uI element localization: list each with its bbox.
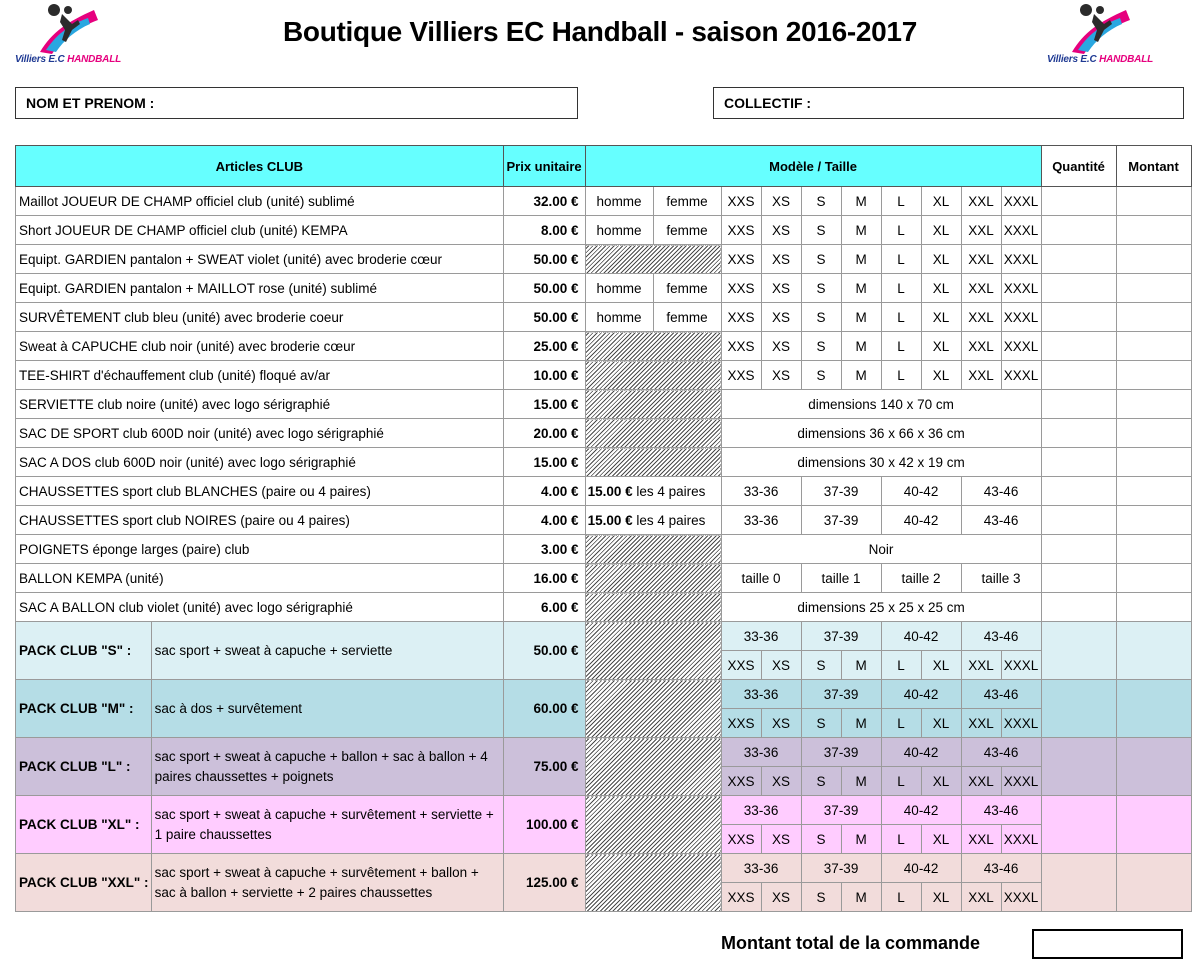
- size-option[interactable]: XS: [761, 767, 801, 796]
- size-option[interactable]: XXL: [961, 883, 1001, 912]
- table-row: [16, 564, 1192, 593]
- size-option[interactable]: M: [841, 303, 881, 332]
- logo-text-handball: HANDBALL: [67, 54, 122, 65]
- amount-cell: [1116, 303, 1191, 332]
- size-option[interactable]: XXS: [721, 825, 761, 854]
- size-option[interactable]: XXXL: [1001, 361, 1041, 390]
- header-amount: Montant: [1116, 146, 1191, 187]
- hatched-cell: [585, 245, 721, 274]
- size-option[interactable]: S: [801, 187, 841, 216]
- article-price: 8.00 €: [503, 216, 585, 245]
- hatched-cell: [585, 622, 721, 680]
- pack-price: 100.00 €: [503, 796, 585, 854]
- size-option[interactable]: L: [881, 361, 921, 390]
- sock-size-option[interactable]: 43-46: [961, 477, 1041, 506]
- size-option[interactable]: XL: [921, 274, 961, 303]
- header-articles: Articles CLUB: [16, 146, 504, 187]
- size-option[interactable]: L: [881, 825, 921, 854]
- size-option[interactable]: XXL: [961, 274, 1001, 303]
- sock-size-option[interactable]: 33-36: [721, 477, 801, 506]
- name-field[interactable]: [15, 87, 578, 119]
- size-option[interactable]: XS: [761, 245, 801, 274]
- article-name: SAC A DOS club 600D noir (unité) avec logo sérigraphié: [16, 448, 504, 477]
- quantity-cell[interactable]: [1041, 187, 1116, 216]
- pack-row: [16, 680, 1192, 709]
- quantity-cell[interactable]: [1041, 593, 1116, 622]
- size-option[interactable]: XXXL: [1001, 187, 1041, 216]
- size-option[interactable]: XXL: [961, 361, 1001, 390]
- pack-row: [16, 854, 1192, 883]
- size-option[interactable]: L: [881, 216, 921, 245]
- size-option[interactable]: XL: [921, 216, 961, 245]
- sock-size-option[interactable]: 40-42: [881, 506, 961, 535]
- sock-size-option[interactable]: 37-39: [801, 854, 881, 883]
- sock-size-option[interactable]: 43-46: [961, 680, 1041, 709]
- size-option[interactable]: XXXL: [1001, 883, 1041, 912]
- amount-cell: [1116, 390, 1191, 419]
- gender-option[interactable]: femme: [653, 187, 721, 216]
- size-option[interactable]: XL: [921, 245, 961, 274]
- sock-size-option[interactable]: 40-42: [881, 622, 961, 651]
- pack-row: [16, 738, 1192, 767]
- amount-cell: [1116, 274, 1191, 303]
- hatched-cell: [585, 680, 721, 738]
- gender-option[interactable]: homme: [585, 303, 653, 332]
- article-price: 4.00 €: [503, 506, 585, 535]
- pack-price: 75.00 €: [503, 738, 585, 796]
- gender-option[interactable]: homme: [585, 216, 653, 245]
- size-option[interactable]: M: [841, 361, 881, 390]
- gender-option[interactable]: femme: [653, 274, 721, 303]
- name-label: NOM ET PRENOM :: [26, 95, 155, 111]
- hatched-cell: [585, 564, 721, 593]
- amount-cell: [1116, 419, 1191, 448]
- hatched-cell: [585, 738, 721, 796]
- article-price: 3.00 €: [503, 535, 585, 564]
- sock-size-option[interactable]: 33-36: [721, 854, 801, 883]
- sock-size-option[interactable]: 40-42: [881, 738, 961, 767]
- size-option[interactable]: XXS: [721, 361, 761, 390]
- size-option[interactable]: L: [881, 767, 921, 796]
- size-option[interactable]: S: [801, 361, 841, 390]
- pack-name: PACK CLUB "XXL" :: [16, 854, 152, 912]
- size-option[interactable]: S: [801, 245, 841, 274]
- sock-size-option[interactable]: 37-39: [801, 477, 881, 506]
- size-option[interactable]: XS: [761, 216, 801, 245]
- ball-size-option[interactable]: taille 1: [801, 564, 881, 593]
- article-name: CHAUSSETTES sport club BLANCHES (paire ou 4 paires): [16, 477, 504, 506]
- quantity-cell[interactable]: [1041, 303, 1116, 332]
- article-price: 15.00 €: [503, 448, 585, 477]
- amount-cell: [1116, 535, 1191, 564]
- article-name: BALLON KEMPA (unité): [16, 564, 504, 593]
- table-row: [16, 274, 1192, 303]
- size-option[interactable]: XXXL: [1001, 651, 1041, 680]
- size-option[interactable]: XS: [761, 274, 801, 303]
- article-name: Maillot JOUEUR DE CHAMP officiel club (unité) sublimé: [16, 187, 504, 216]
- size-option[interactable]: XXXL: [1001, 332, 1041, 361]
- hatched-cell: [585, 796, 721, 854]
- amount-cell: [1116, 796, 1191, 854]
- handball-player-icon: [32, 2, 102, 54]
- table-header-row: [16, 146, 1192, 187]
- hatched-cell: [585, 390, 721, 419]
- amount-cell: [1116, 245, 1191, 274]
- hatched-cell: [585, 535, 721, 564]
- quantity-cell[interactable]: [1041, 448, 1116, 477]
- pack-content: sac sport + sweat à capuche + survêtement + serviette + 1 paire chaussettes: [151, 796, 503, 854]
- sock-size-option[interactable]: 33-36: [721, 680, 801, 709]
- table-row: [16, 390, 1192, 419]
- size-option[interactable]: XXXL: [1001, 709, 1041, 738]
- size-option[interactable]: XL: [921, 303, 961, 332]
- pack-price-cell: [585, 477, 721, 506]
- size-option[interactable]: XS: [761, 883, 801, 912]
- total-label: Montant total de la commande: [721, 933, 981, 953]
- amount-cell: [1116, 361, 1191, 390]
- amount-cell: [1116, 738, 1191, 796]
- size-option[interactable]: XXS: [721, 883, 761, 912]
- article-price: 32.00 €: [503, 187, 585, 216]
- size-option[interactable]: XS: [761, 303, 801, 332]
- pack-name: PACK CLUB "XL" :: [16, 796, 152, 854]
- sock-size-option[interactable]: 33-36: [721, 738, 801, 767]
- pack-price: 15.00 €: [587, 483, 633, 499]
- article-name: SAC DE SPORT club 600D noir (unité) avec logo sérigraphié: [16, 419, 504, 448]
- header-quantity: Quantité: [1041, 146, 1116, 187]
- article-name: Sweat à CAPUCHE club noir (unité) avec broderie cœur: [16, 332, 504, 361]
- hatched-cell: [585, 448, 721, 477]
- size-option[interactable]: L: [881, 709, 921, 738]
- amount-cell: [1116, 477, 1191, 506]
- size-option[interactable]: XXXL: [1001, 825, 1041, 854]
- size-option[interactable]: L: [881, 651, 921, 680]
- amount-cell: [1116, 593, 1191, 622]
- article-name: Short JOUEUR DE CHAMP officiel club (unité) KEMPA: [16, 216, 504, 245]
- article-model: dimensions 25 x 25 x 25 cm: [721, 593, 1041, 622]
- size-option[interactable]: M: [841, 883, 881, 912]
- quantity-cell[interactable]: [1041, 738, 1116, 796]
- pack-name: PACK CLUB "M" :: [16, 680, 152, 738]
- size-option[interactable]: XXL: [961, 651, 1001, 680]
- amount-cell: [1116, 680, 1191, 738]
- amount-cell: [1116, 216, 1191, 245]
- pack-price-text: les 4 paires: [636, 512, 706, 528]
- hatched-cell: [585, 361, 721, 390]
- size-option[interactable]: XXS: [721, 216, 761, 245]
- quantity-cell[interactable]: [1041, 622, 1116, 680]
- size-option[interactable]: S: [801, 825, 841, 854]
- size-option[interactable]: L: [881, 187, 921, 216]
- header-model: Modèle / Taille: [585, 146, 1041, 187]
- size-option[interactable]: XS: [761, 651, 801, 680]
- pack-content: sac à dos + survêtement: [151, 680, 503, 738]
- size-option[interactable]: S: [801, 883, 841, 912]
- amount-cell: [1116, 332, 1191, 361]
- article-name: SURVÊTEMENT club bleu (unité) avec broderie coeur: [16, 303, 504, 332]
- table-row: [16, 593, 1192, 622]
- size-option[interactable]: M: [841, 767, 881, 796]
- size-option[interactable]: XXL: [961, 187, 1001, 216]
- sock-size-option[interactable]: 33-36: [721, 796, 801, 825]
- table-row: [16, 361, 1192, 390]
- pack-price-cell: [585, 506, 721, 535]
- club-logo-right: [1044, 2, 1156, 68]
- quantity-cell[interactable]: [1041, 419, 1116, 448]
- collectif-field[interactable]: [713, 87, 1184, 119]
- amount-cell: [1116, 854, 1191, 912]
- size-option[interactable]: XXL: [961, 303, 1001, 332]
- pack-content: sac sport + sweat à capuche + ballon + sac à ballon + 4 paires chaussettes + poignets: [151, 738, 503, 796]
- gender-option[interactable]: homme: [585, 274, 653, 303]
- quantity-cell[interactable]: [1041, 390, 1116, 419]
- pack-price-text: les 4 paires: [636, 483, 706, 499]
- size-option[interactable]: XXL: [961, 825, 1001, 854]
- sock-size-option[interactable]: 37-39: [801, 738, 881, 767]
- size-option[interactable]: XXS: [721, 303, 761, 332]
- amount-cell: [1116, 622, 1191, 680]
- size-option[interactable]: XXL: [961, 245, 1001, 274]
- article-price: 50.00 €: [503, 303, 585, 332]
- hatched-cell: [585, 593, 721, 622]
- size-option[interactable]: XS: [761, 709, 801, 738]
- gender-option[interactable]: femme: [653, 303, 721, 332]
- size-option[interactable]: XL: [921, 767, 961, 796]
- size-option[interactable]: XS: [761, 187, 801, 216]
- pack-row: [16, 622, 1192, 651]
- size-option[interactable]: S: [801, 767, 841, 796]
- size-option[interactable]: XXL: [961, 216, 1001, 245]
- quantity-cell[interactable]: [1041, 477, 1116, 506]
- article-model: Noir: [721, 535, 1041, 564]
- amount-cell: [1116, 187, 1191, 216]
- pack-name: PACK CLUB "L" :: [16, 738, 152, 796]
- size-option[interactable]: L: [881, 245, 921, 274]
- size-option[interactable]: XXS: [721, 767, 761, 796]
- gender-option[interactable]: femme: [653, 216, 721, 245]
- club-logo-left: [12, 2, 124, 68]
- gender-option[interactable]: homme: [585, 187, 653, 216]
- article-model: dimensions 140 x 70 cm: [721, 390, 1041, 419]
- size-option[interactable]: XXS: [721, 651, 761, 680]
- sock-size-option[interactable]: 37-39: [801, 796, 881, 825]
- article-price: 15.00 €: [503, 390, 585, 419]
- size-option[interactable]: XL: [921, 825, 961, 854]
- pack-name: PACK CLUB "S" :: [16, 622, 152, 680]
- size-option[interactable]: XXS: [721, 332, 761, 361]
- table-row: [16, 477, 1192, 506]
- total-amount-box[interactable]: [1032, 929, 1183, 959]
- article-name: POIGNETS éponge larges (paire) club: [16, 535, 504, 564]
- article-price: 10.00 €: [503, 361, 585, 390]
- size-option[interactable]: S: [801, 216, 841, 245]
- table-row: [16, 448, 1192, 477]
- pack-content: sac sport + sweat à capuche + survêtement + ballon + sac à ballon + serviette + 2 paires chaussettes: [151, 854, 503, 912]
- amount-cell: [1116, 448, 1191, 477]
- amount-cell: [1116, 564, 1191, 593]
- ball-size-option[interactable]: taille 3: [961, 564, 1041, 593]
- article-price: 50.00 €: [503, 245, 585, 274]
- sock-size-option[interactable]: 43-46: [961, 622, 1041, 651]
- quantity-cell[interactable]: [1041, 680, 1116, 738]
- hatched-cell: [585, 332, 721, 361]
- pack-price: 125.00 €: [503, 854, 585, 912]
- article-name: Equipt. GARDIEN pantalon + MAILLOT rose (unité) sublimé: [16, 274, 504, 303]
- size-option[interactable]: XL: [921, 361, 961, 390]
- article-price: 16.00 €: [503, 564, 585, 593]
- table-row: [16, 187, 1192, 216]
- pack-content: sac sport + sweat à capuche + serviette: [151, 622, 503, 680]
- sock-size-option[interactable]: 37-39: [801, 506, 881, 535]
- amount-cell: [1116, 506, 1191, 535]
- size-option[interactable]: XL: [921, 187, 961, 216]
- size-option[interactable]: M: [841, 245, 881, 274]
- table-row: [16, 535, 1192, 564]
- article-name: SERVIETTE club noire (unité) avec logo sérigraphié: [16, 390, 504, 419]
- sock-size-option[interactable]: 37-39: [801, 622, 881, 651]
- article-name: SAC A BALLON club violet (unité) avec logo sérigraphié: [16, 593, 504, 622]
- size-option[interactable]: XS: [761, 825, 801, 854]
- size-option[interactable]: XXL: [961, 767, 1001, 796]
- pack-price: 60.00 €: [503, 680, 585, 738]
- sock-size-option[interactable]: 40-42: [881, 854, 961, 883]
- size-option[interactable]: XXS: [721, 187, 761, 216]
- article-name: Equipt. GARDIEN pantalon + SWEAT violet (unité) avec broderie cœur: [16, 245, 504, 274]
- handball-player-icon: [1064, 2, 1134, 54]
- size-option[interactable]: L: [881, 274, 921, 303]
- size-option[interactable]: XXS: [721, 245, 761, 274]
- table-row: [16, 245, 1192, 274]
- table-row: [16, 303, 1192, 332]
- size-option[interactable]: XXXL: [1001, 245, 1041, 274]
- article-name: TEE-SHIRT d'échauffement club (unité) floqué av/ar: [16, 361, 504, 390]
- pack-price: 15.00 €: [587, 512, 633, 528]
- logo-text-villiers: Villiers E.C: [1046, 54, 1097, 65]
- hatched-cell: [585, 419, 721, 448]
- size-option[interactable]: S: [801, 274, 841, 303]
- size-option[interactable]: XL: [921, 709, 961, 738]
- size-option[interactable]: S: [801, 651, 841, 680]
- quantity-cell[interactable]: [1041, 361, 1116, 390]
- size-option[interactable]: XL: [921, 651, 961, 680]
- size-option[interactable]: M: [841, 825, 881, 854]
- table-row: [16, 419, 1192, 448]
- size-option[interactable]: XS: [761, 361, 801, 390]
- article-price: 20.00 €: [503, 419, 585, 448]
- size-option[interactable]: S: [801, 303, 841, 332]
- collectif-label: COLLECTIF :: [724, 95, 812, 111]
- size-option[interactable]: XL: [921, 332, 961, 361]
- sock-size-option[interactable]: 37-39: [801, 680, 881, 709]
- page-title: Boutique Villiers EC Handball - saison 2016-2017: [283, 16, 917, 47]
- order-table: [15, 145, 1192, 912]
- sock-size-option[interactable]: 43-46: [961, 854, 1041, 883]
- sock-size-option[interactable]: 43-46: [961, 796, 1041, 825]
- pack-row: [16, 796, 1192, 825]
- logo-text-handball: HANDBALL: [1099, 54, 1154, 65]
- quantity-cell[interactable]: [1041, 245, 1116, 274]
- sock-size-option[interactable]: 33-36: [721, 622, 801, 651]
- quantity-cell[interactable]: [1041, 564, 1116, 593]
- size-option[interactable]: XS: [761, 332, 801, 361]
- size-option[interactable]: S: [801, 709, 841, 738]
- table-row: [16, 506, 1192, 535]
- size-option[interactable]: XL: [921, 883, 961, 912]
- article-price: 6.00 €: [503, 593, 585, 622]
- size-option[interactable]: L: [881, 883, 921, 912]
- article-price: 4.00 €: [503, 477, 585, 506]
- pack-price: 50.00 €: [503, 622, 585, 680]
- size-option[interactable]: XXXL: [1001, 274, 1041, 303]
- size-option[interactable]: XXXL: [1001, 303, 1041, 332]
- size-option[interactable]: XXS: [721, 709, 761, 738]
- size-option[interactable]: M: [841, 332, 881, 361]
- size-option[interactable]: L: [881, 332, 921, 361]
- size-option[interactable]: XXL: [961, 332, 1001, 361]
- size-option[interactable]: M: [841, 709, 881, 738]
- sock-size-option[interactable]: 43-46: [961, 506, 1041, 535]
- header-price: Prix unitaire: [503, 146, 585, 187]
- quantity-cell[interactable]: [1041, 796, 1116, 854]
- quantity-cell[interactable]: [1041, 854, 1116, 912]
- quantity-cell[interactable]: [1041, 506, 1116, 535]
- article-model: dimensions 36 x 66 x 36 cm: [721, 419, 1041, 448]
- table-row: [16, 332, 1192, 361]
- quantity-cell[interactable]: [1041, 332, 1116, 361]
- quantity-cell[interactable]: [1041, 274, 1116, 303]
- size-option[interactable]: M: [841, 187, 881, 216]
- sock-size-option[interactable]: 40-42: [881, 796, 961, 825]
- size-option[interactable]: XXL: [961, 709, 1001, 738]
- size-option[interactable]: XXXL: [1001, 216, 1041, 245]
- article-price: 25.00 €: [503, 332, 585, 361]
- size-option[interactable]: S: [801, 332, 841, 361]
- quantity-cell[interactable]: [1041, 216, 1116, 245]
- size-option[interactable]: M: [841, 651, 881, 680]
- quantity-cell[interactable]: [1041, 535, 1116, 564]
- size-option[interactable]: M: [841, 216, 881, 245]
- ball-size-option[interactable]: taille 2: [881, 564, 961, 593]
- size-option[interactable]: L: [881, 303, 921, 332]
- size-option[interactable]: XXXL: [1001, 767, 1041, 796]
- sock-size-option[interactable]: 43-46: [961, 738, 1041, 767]
- article-model: dimensions 30 x 42 x 19 cm: [721, 448, 1041, 477]
- table-row: [16, 216, 1192, 245]
- ball-size-option[interactable]: taille 0: [721, 564, 801, 593]
- sock-size-option[interactable]: 33-36: [721, 506, 801, 535]
- article-name: CHAUSSETTES sport club NOIRES (paire ou 4 paires): [16, 506, 504, 535]
- hatched-cell: [585, 854, 721, 912]
- sock-size-option[interactable]: 40-42: [881, 680, 961, 709]
- size-option[interactable]: XXS: [721, 274, 761, 303]
- article-price: 50.00 €: [503, 274, 585, 303]
- sock-size-option[interactable]: 40-42: [881, 477, 961, 506]
- size-option[interactable]: M: [841, 274, 881, 303]
- logo-text-villiers: Villiers E.C: [14, 54, 65, 65]
